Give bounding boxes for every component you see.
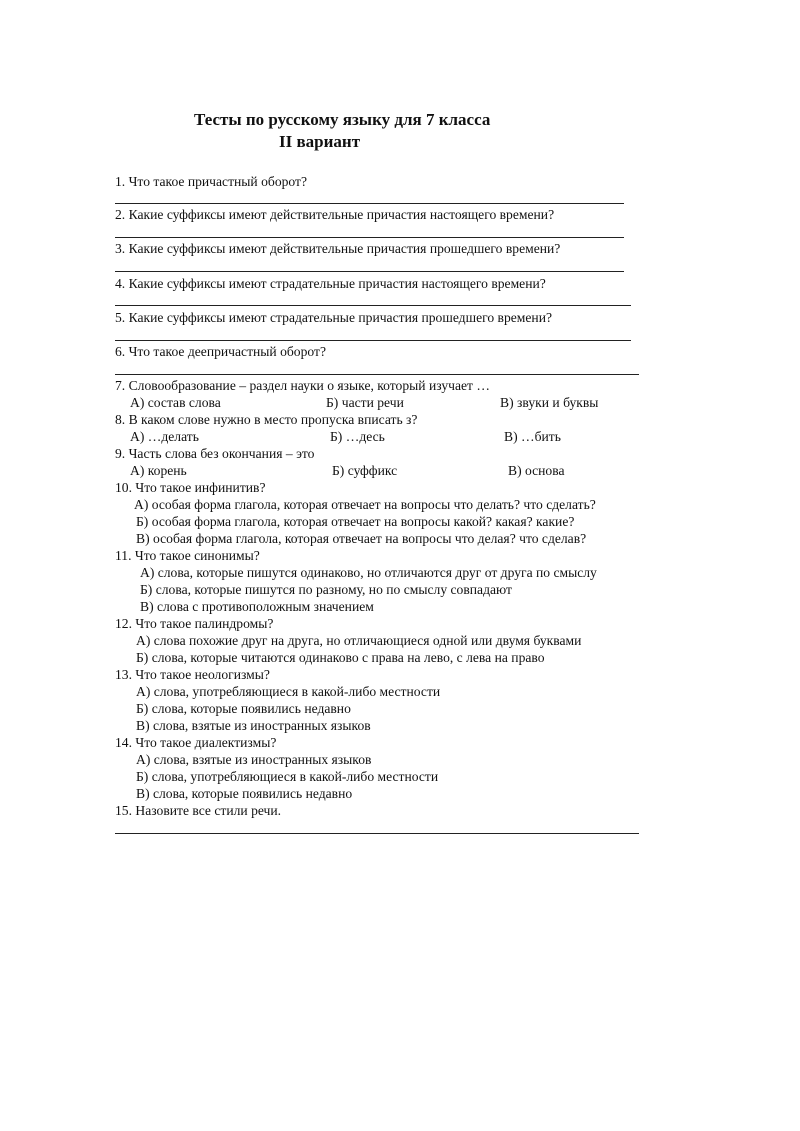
q12-option-b: Б) слова, которые читаются одинаково с права на лево, с лева на право <box>136 650 545 665</box>
q8-option-b: Б) …десь <box>330 429 385 444</box>
q13-option-c: В) слова, взятые из иностранных языков <box>136 718 371 733</box>
q10-option-c: В) особая форма глагола, которая отвечает на вопросы что делая? что сделав? <box>136 531 587 546</box>
q7-option-a: А) состав слова <box>130 395 221 410</box>
question-5: 5. Какие суффиксы имеют страдательные причастия прошедшего времени? <box>115 310 552 325</box>
q11-option-c: В) слова с противоположным значением <box>140 599 374 614</box>
question-9: 9. Часть слова без окончания – это <box>115 446 315 461</box>
question-1: 1. Что такое причастный оборот? <box>115 174 308 189</box>
question-11: 11. Что такое синонимы? <box>115 548 260 563</box>
q9-option-a: А) корень <box>130 463 187 478</box>
answer-line-3 <box>115 271 624 272</box>
q13-option-b: Б) слова, которые появились недавно <box>136 701 351 716</box>
question-7: 7. Словообразование – раздел науки о языке, который изучает … <box>115 378 490 393</box>
q9-option-b: Б) суффикс <box>332 463 398 478</box>
question-12: 12. Что такое палиндромы? <box>115 616 274 631</box>
question-14: 14. Что такое диалектизмы? <box>115 735 277 750</box>
q14-option-b: Б) слова, употребляющиеся в какой-либо местности <box>136 769 439 784</box>
q12-option-a: А) слова похожие друг на друга, но отличающиеся одной или двумя буквами <box>136 633 582 648</box>
question-15: 15. Назовите все стили речи. <box>115 803 282 818</box>
question-3: 3. Какие суффиксы имеют действительные причастия прошедшего времени? <box>115 241 561 256</box>
answer-line-4 <box>115 305 631 306</box>
q14-option-a: А) слова, взятые из иностранных языков <box>136 752 372 767</box>
question-10: 10. Что такое инфинитив? <box>115 480 266 495</box>
q8-option-c: В) …бить <box>504 429 561 444</box>
q11-option-a: А) слова, которые пишутся одинаково, но отличаются друг от друга по смыслу <box>140 565 597 580</box>
answer-line-2 <box>115 237 624 238</box>
variant-title: II вариант <box>279 132 361 151</box>
q8-option-a: А) …делать <box>130 429 199 444</box>
question-6: 6. Что такое деепричастный оборот? <box>115 344 326 359</box>
q10-option-a: А) особая форма глагола, которая отвечает на вопросы что делать? что сделать? <box>134 497 596 512</box>
q10-option-b: Б) особая форма глагола, которая отвечает на вопросы какой? какая? какие? <box>136 514 575 529</box>
question-8: 8. В каком слове нужно в место пропуска вписать з? <box>115 412 418 427</box>
question-13: 13. Что такое неологизмы? <box>115 667 270 682</box>
page-title: Тесты по русскому языку для 7 класса <box>194 110 491 129</box>
question-2: 2. Какие суффиксы имеют действительные причастия настоящего времени? <box>115 207 555 222</box>
q14-option-c: В) слова, которые появились недавно <box>136 786 353 801</box>
q7-option-c: В) звуки и буквы <box>500 395 599 410</box>
answer-line-6 <box>115 374 639 375</box>
q13-option-a: А) слова, употребляющиеся в какой-либо местности <box>136 684 441 699</box>
answer-line-15 <box>115 833 639 834</box>
answer-line-1 <box>115 203 624 204</box>
q11-option-b: Б) слова, которые пишутся по разному, но по смыслу совпадают <box>140 582 512 597</box>
q7-option-b: Б) части речи <box>326 395 404 410</box>
q9-option-c: В) основа <box>508 463 565 478</box>
answer-line-5 <box>115 340 631 341</box>
question-4: 4. Какие суффиксы имеют страдательные причастия настоящего времени? <box>115 276 546 291</box>
